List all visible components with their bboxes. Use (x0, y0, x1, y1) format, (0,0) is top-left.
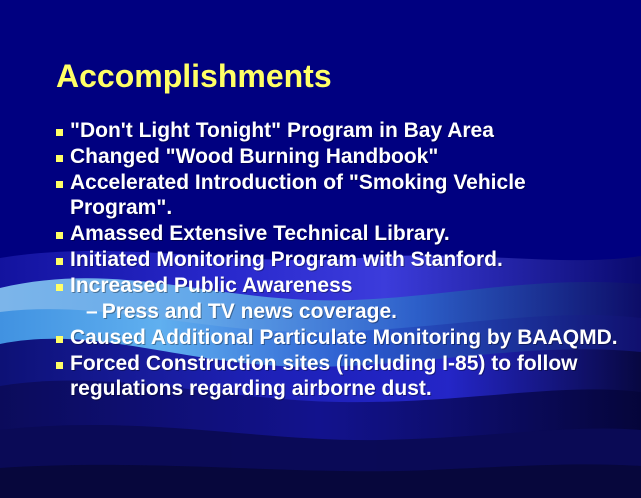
square-bullet-icon (56, 232, 63, 239)
square-bullet-icon (56, 129, 63, 136)
square-bullet-icon (56, 181, 63, 188)
list-item (56, 325, 628, 350)
list-item (56, 118, 628, 143)
list-item-label: Changed "Wood Burning Handbook" (70, 145, 439, 168)
list-item-label: Caused Additional Particulate Monitoring by BAAQMD. (70, 326, 618, 349)
bullet-list (56, 118, 628, 402)
list-item (56, 144, 628, 169)
list-item (56, 247, 628, 272)
sub-list-item-label: Press and TV news coverage. (101, 300, 397, 323)
sub-list-item (86, 299, 628, 324)
list-item-label: Initiated Monitoring Program with Stanford. (70, 248, 503, 271)
dash-bullet-icon: – (86, 300, 98, 323)
list-item-label: Amassed Extensive Technical Library. (70, 222, 450, 245)
square-bullet-icon (56, 284, 63, 291)
square-bullet-icon (56, 336, 63, 343)
list-item-label: Increased Public Awareness (70, 274, 353, 297)
list-item-label: Forced Construction sites (including I-85) to follow regulations regarding airborne dust. (70, 352, 578, 400)
slide-title: Accomplishments (56, 58, 332, 94)
list-item (56, 351, 628, 401)
list-item-label: Accelerated Introduction of "Smoking Vehicle Program". (70, 171, 526, 219)
square-bullet-icon (56, 362, 63, 369)
list-item (56, 221, 628, 246)
list-item (56, 170, 628, 220)
list-item (56, 273, 628, 298)
list-item-label: "Don't Light Tonight" Program in Bay Area (70, 119, 494, 142)
square-bullet-icon (56, 258, 63, 265)
square-bullet-icon (56, 155, 63, 162)
